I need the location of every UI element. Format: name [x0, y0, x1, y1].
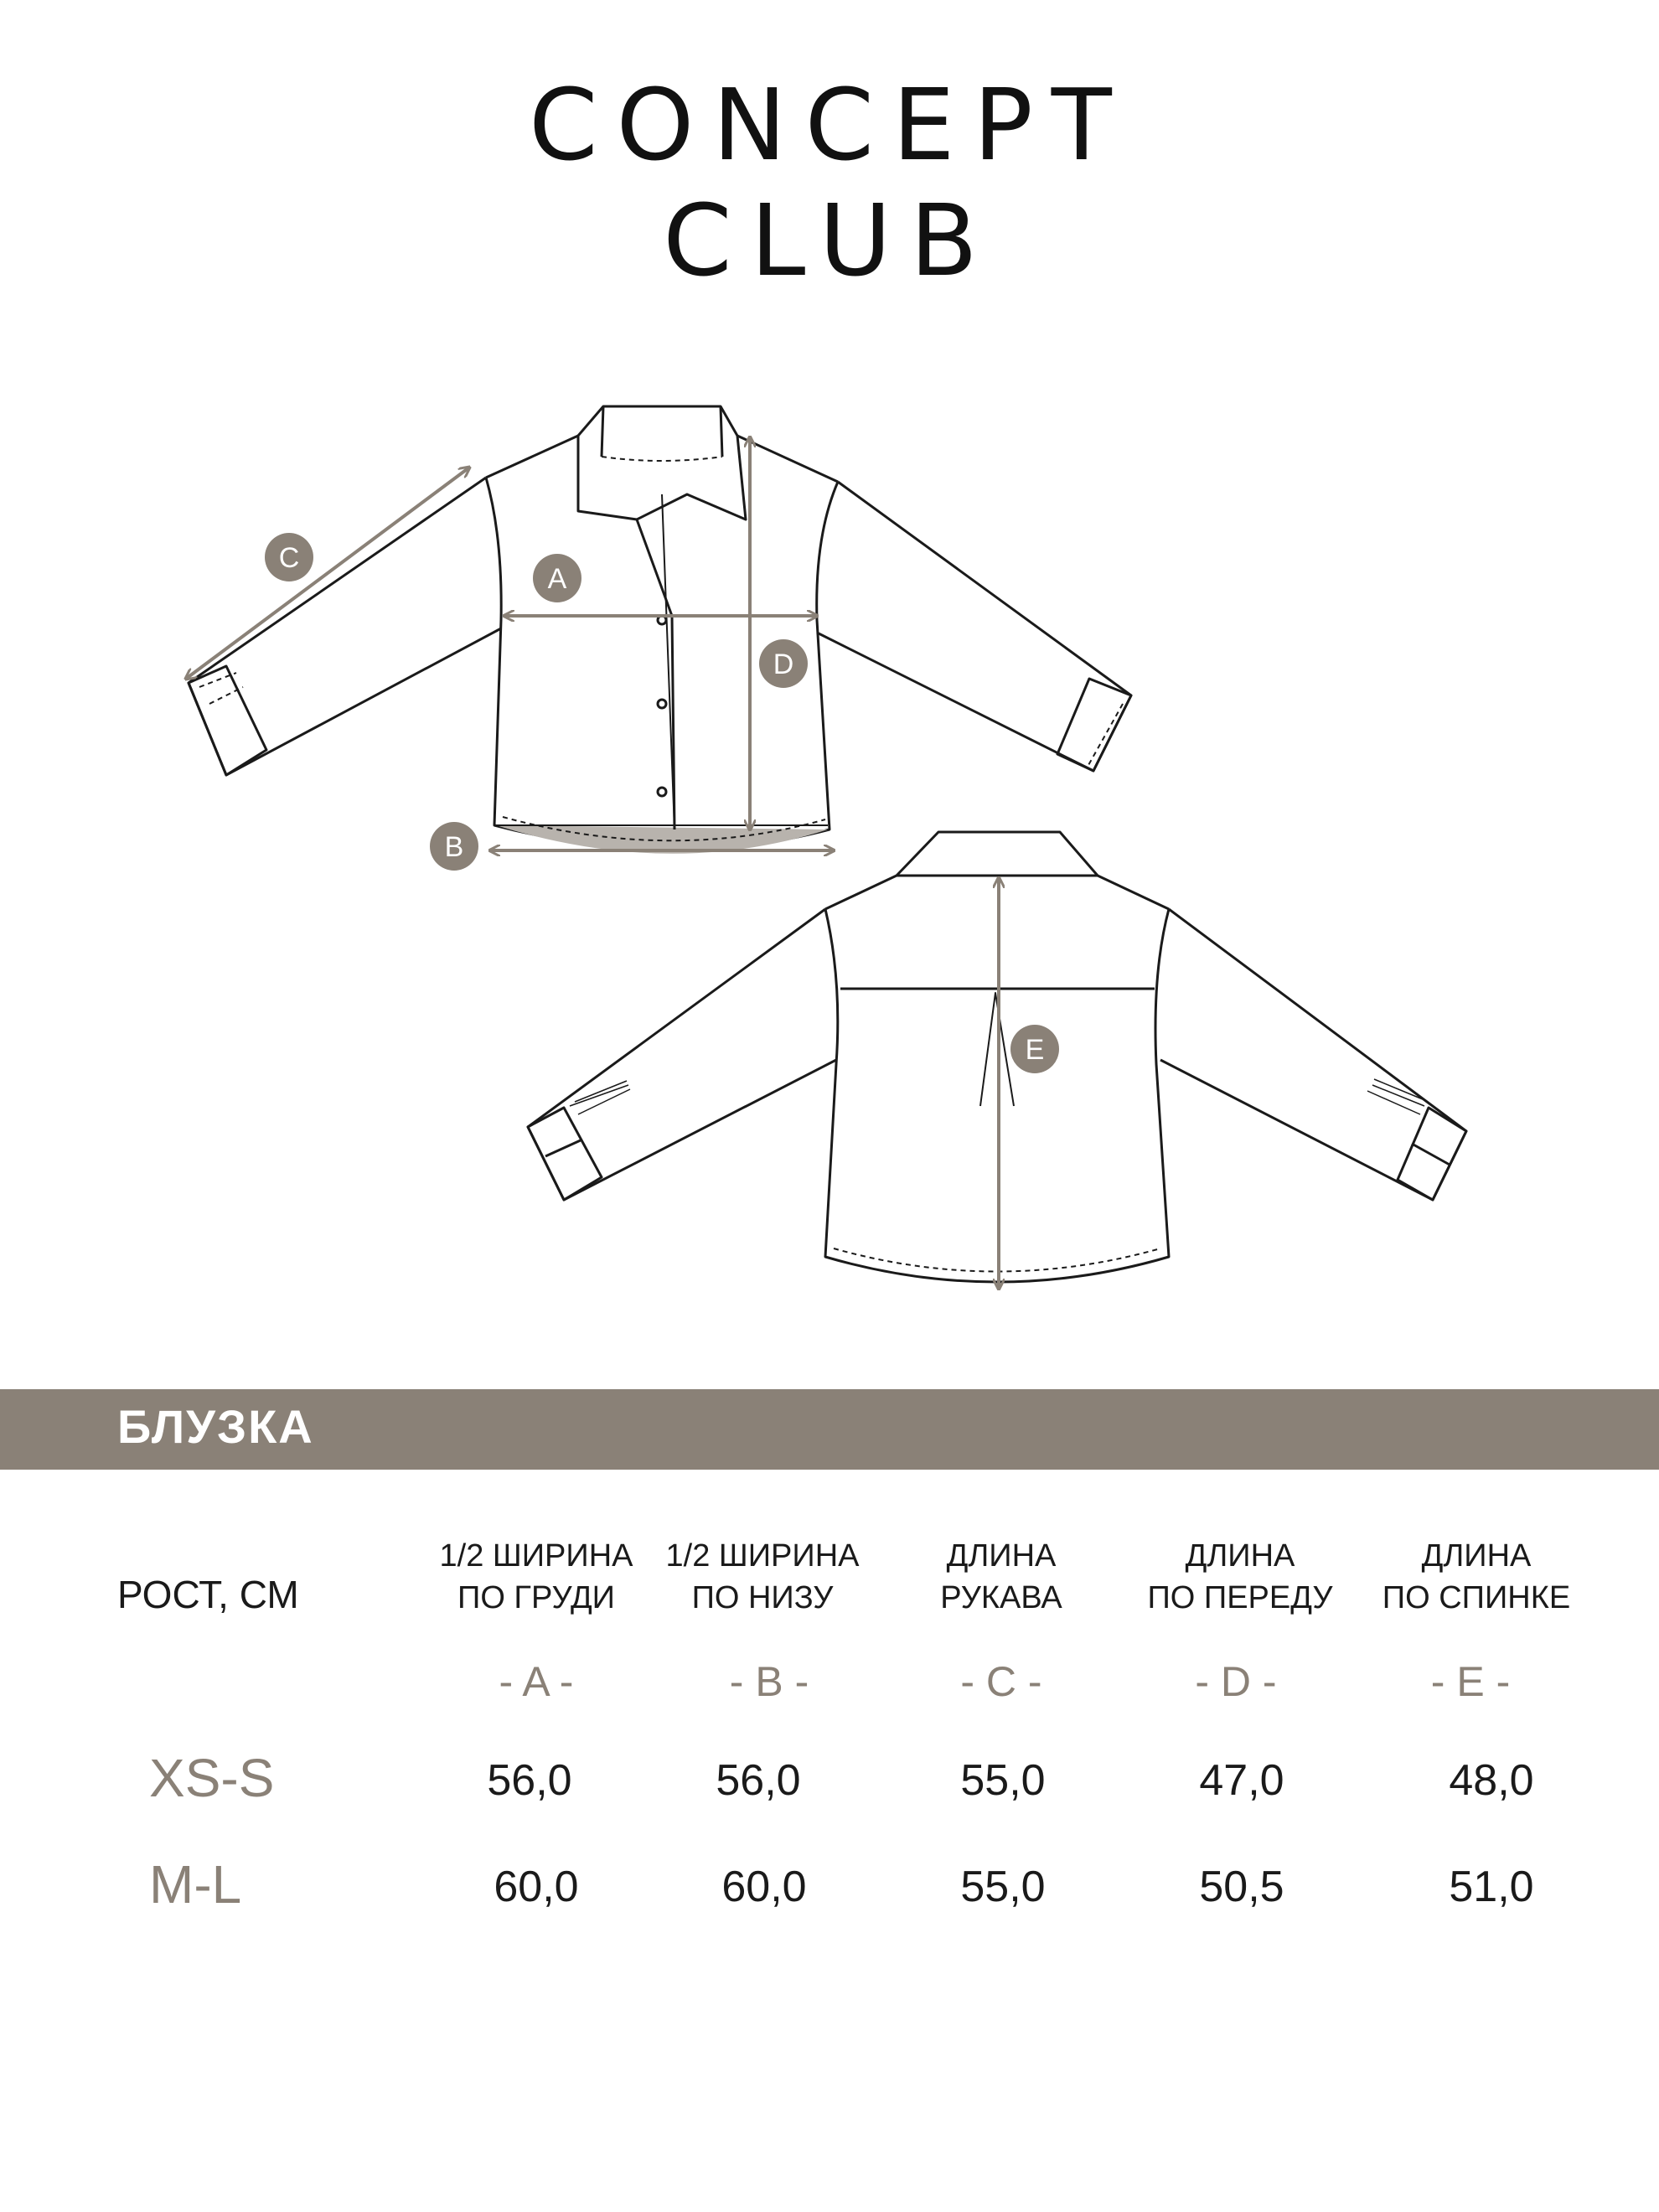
row-size-m-l: M-L: [149, 1854, 242, 1915]
col-header-e-line1: ДЛИНА: [1421, 1538, 1532, 1574]
col-header-a: [411, 1535, 662, 1619]
brand-logo-line2: CLUB: [663, 183, 996, 298]
col-header-b: [637, 1535, 888, 1619]
table-cell: 51,0: [1449, 1863, 1534, 1911]
label-badge-d: [759, 639, 808, 688]
label-badge-e: [1010, 1025, 1059, 1073]
col-letter-d: - D -: [1195, 1658, 1277, 1705]
col-header-c-line2: РУКАВА: [940, 1580, 1062, 1615]
brand-logo-line1: CONCEPT: [529, 67, 1130, 183]
col-letter-e: - E -: [1430, 1658, 1511, 1705]
front-left-shoulder: [486, 436, 578, 478]
front-right-sleeve: [817, 482, 1131, 771]
table-cell: 60,0: [494, 1863, 579, 1911]
table-cell: 56,0: [716, 1756, 801, 1805]
col-header-a-line2: ПО ГРУДИ: [457, 1580, 615, 1615]
label-c-text: C: [278, 542, 300, 574]
table-cell: 60,0: [721, 1863, 807, 1911]
label-badge-c: [265, 533, 313, 581]
front-view: [189, 406, 1131, 854]
label-b-text: B: [444, 831, 464, 863]
back-left-shoulder: [825, 876, 897, 909]
label-badge-a: [533, 554, 581, 602]
row-header-height: РОСТ, СМ: [117, 1573, 299, 1616]
col-header-a-line1: 1/2 ШИРИНА: [439, 1538, 633, 1574]
table-cell: 48,0: [1449, 1756, 1534, 1805]
col-header-c: [876, 1535, 1127, 1619]
front-button-2: [658, 700, 666, 708]
table-cell: 56,0: [487, 1756, 572, 1805]
front-right-shoulder: [737, 436, 838, 482]
col-header-b-line2: ПО НИЗУ: [691, 1580, 834, 1615]
label-a-text: A: [547, 563, 567, 595]
col-letter-c: - C -: [960, 1658, 1042, 1705]
row-size-xs-s: XS-S: [149, 1748, 275, 1808]
table-cell: 55,0: [960, 1756, 1046, 1805]
back-collar: [897, 832, 1098, 876]
back-right-shoulder: [1098, 876, 1169, 909]
col-header-d-line1: ДЛИНА: [1185, 1538, 1295, 1574]
col-letter-b: - B -: [729, 1658, 809, 1705]
back-left-sleeve: [528, 909, 836, 1200]
front-button-3: [658, 788, 666, 796]
col-header-b-line1: 1/2 ШИРИНА: [665, 1538, 860, 1574]
table-cell: 55,0: [960, 1863, 1046, 1911]
col-letter-a: - A -: [499, 1658, 574, 1705]
col-header-e: [1351, 1535, 1602, 1619]
table-cell: 50,5: [1199, 1863, 1284, 1911]
product-title: БЛУЗКА: [117, 1400, 314, 1453]
front-left-sleeve: [189, 478, 501, 775]
label-badge-b: [430, 822, 478, 871]
table-cell: 47,0: [1199, 1756, 1284, 1805]
col-header-c-line1: ДЛИНА: [946, 1538, 1057, 1574]
col-header-d-line2: ПО ПЕРЕДУ: [1147, 1580, 1333, 1615]
front-measure-arrows: [186, 437, 834, 850]
label-d-text: D: [773, 649, 794, 680]
back-right-sleeve: [1160, 909, 1466, 1200]
col-header-e-line2: ПО СПИНКЕ: [1382, 1580, 1571, 1615]
col-header-d: [1114, 1535, 1366, 1619]
label-e-text: E: [1025, 1034, 1045, 1066]
measure-c-arrow: [186, 468, 469, 679]
